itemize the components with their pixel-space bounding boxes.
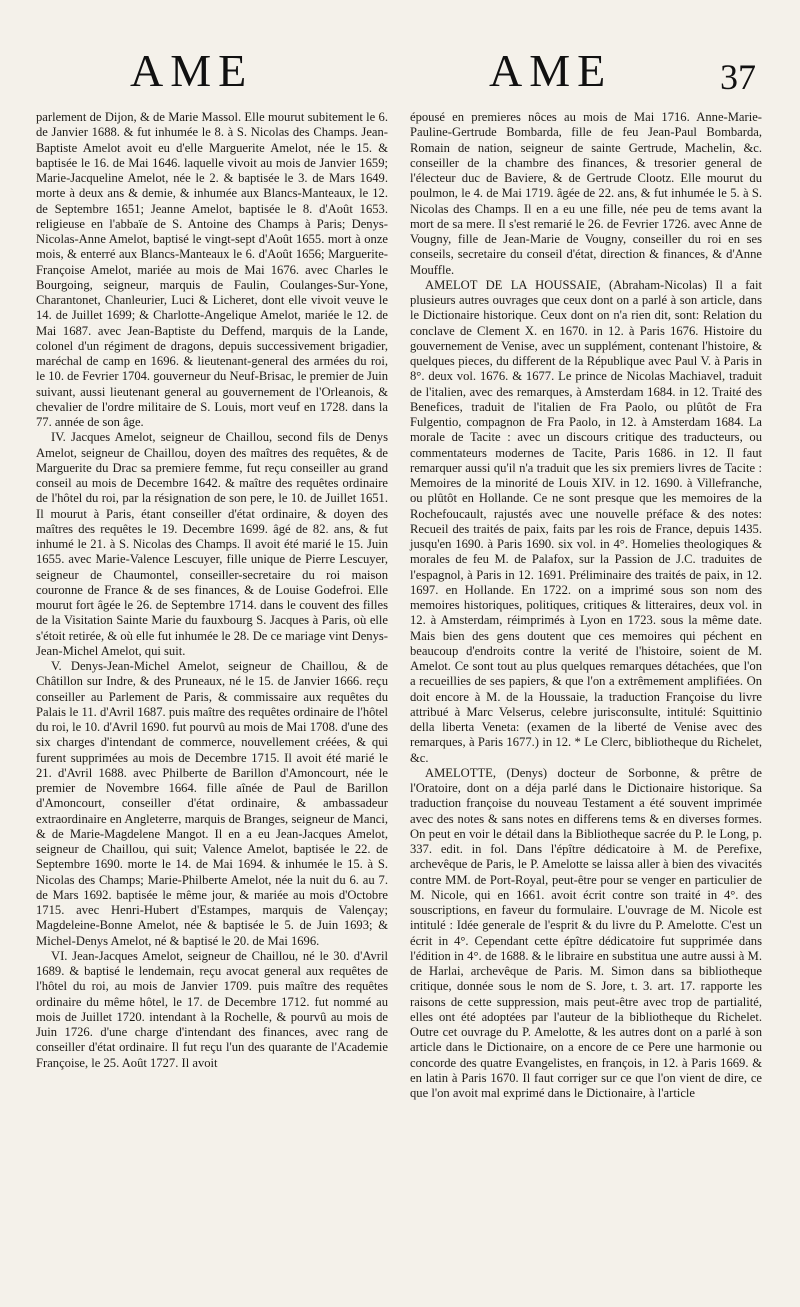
page-header bbox=[58, 44, 760, 110]
right-column bbox=[410, 110, 762, 1101]
paragraph: épousé en premieres nôces au mois de Mai 1716. Anne-Marie-Pauline-Gertrude Bombarda, fille de feu Jean-Paul Bombarda, Romain de nation, seigneur de sainte Gertrude, Machelin, &c. conseiller de la chambre des finances, & tresorier general de l'électeur duc de Baviere, & de Gertrude Clootz. Elle mourut du poulmon, le 4. de Mai 1719. âgée de 22. ans, & fut inhumée le 5. à S. Nicolas des Champs. Il en a eu une fille, née peu de tems avant la mort de sa mere. Il s'est remarié le 26. de Fevrier 1726. avec Anne de Vougny, fille de Jean-Marie de Vougny, conseiller du roi en ses conseils, secretaire du conseil d'état, direction & finances, & d'Anne Mouffle. bbox=[410, 110, 762, 277]
paragraph: AMELOTTE, (Denys) docteur de Sorbonne, & prêtre de l'Oratoire, dont on a déja parlé dans le Dictionaire historique. Sa traduction françoise du nouveau Testament a été souvent imprimée avec des notes & sans notes en differens tems & en diverses formes. On peut en voir le détail dans la Bibliotheque sacrée du P. le Long, p. 337. edit. in fol. Dans l'épître dédicatoire à M. de Perefixe, archevêque de Paris, le P. Amelotte se laissa aller à bien des vivacités contre MM. de Port-Royal, peut-être pour se venger en particulier de M. Nicole, qui en 1661. avoit écrit contre son traité in 4°. des souscriptions, en faveur du formulaire. L'ouvrage de M. Nicole est intitulé : Idée generale de l'esprit & du livre du P. Amelotte. C'est un écrit in 4°. Cependant cette épître dédicatoire fut supprimée dans l'édition in 4°. de 1688. & le libraire en substitua une autre aussi à M. de Harlai, archevêque de Paris. M. Simon dans sa bibliotheque critique, donnée sous le nom de S. Jore, t. 3. art. 17. rapporte les raisons de cette suppression, mais peut-être avec trop de partialité, elles ont été adoptées par l'auteur de la bibliotheque du Richelet. Outre cet ouvrage du P. Amelotte, & les autres dont on a parlé à son article dans le Dictionaire, on a encore de ce Pere une harmonie ou concorde des quatre Evangelistes, en françois, in 12. à Paris 1669. & en latin à Paris 1670. Il faut corriger sur ce que l'on vient de dire, ce que l'on avoit mal exprimé dans le Dictionaire, à l'article bbox=[410, 765, 762, 1100]
paragraph: parlement de Dijon, & de Marie Massol. Elle mourut subitement le 6. de Janvier 1688. & fut inhumée le 8. à S. Nicolas des Champs. Jean-Baptiste Amelot avoit eu d'elle Marguerite Amelot, née le 15. & baptisée le 16. de Mai 1646. laquelle vivoit au mois de Janvier 1659; Marie-Jacqueline Amelot, née le 2. & baptisée le 3. de Mars 1649. morte à deux ans & demie, & inhumée aux Blancs-Manteaux, le 12. de Septembre 1651; Jeanne Amelot, baptisée le 8. d'Août 1653. religieuse en l'abbaïe de S. Antoine des Champs à Paris; Denys-Nicolas-Anne Amelot, baptisé le vingt-sept d'Août 1655. mort à onze mois, & enterré aux Blancs-Manteaux le 6. d'Août 1656; Marguerite-Françoise Amelot, mariée au mois de Mai 1676. avec Charles le Bourgoing, seigneur, marquis de Faulin, Coulanges-Sur-Yone, Charantonet, Chanleurier, Luci & Licheret, dont elle vivoit veuve le 14. de Juillet 1699; & Charlotte-Angelique Amelot, mariée le 12. de Mai 1687. avec Jean-Baptiste du Deffend, marquis de la Lande, colonel d'un régiment de dragons, depuis successivement brigadier, maréchal de camp en 1696. & lieutenant-general des armées du roi, le 10. de Fevrier 1704. gouverneur du Neuf-Brisac, le premier de Juin suivant, aussi lieutenant general au gouvernement de l'Orleanois, & chevalier de l'ordre militaire de S. Louis, mort veuf en 1728. dans la 77. année de son âge. bbox=[36, 110, 388, 429]
paragraph: V. Denys-Jean-Michel Amelot, seigneur de Chaillou, & de Châtillon sur Indre, & des Pruneaux, né le 15. de Janvier 1666. reçu conseiller au Parlement de Paris, & commissaire aux requêtes du Palais le 11. d'Avril 1687. puis maître des requêtes ordinaire de l'hôtel du roi, le 10. d'Avril 1690. fut pourvû au mois de Mai 1708. d'une des six charges d'intendant de commerce, nouvellement créées, & qui furent supprimées au mois de Decembre 1715. Il avoit été marié le 21. d'Avril 1688. avec Philberte de Barillon d'Amoncourt, née le premier de Novembre 1664. fille aînée de Paul de Barillon d'Amoncourt, conseiller d'état ordinaire, & ambassadeur extraordinaire en Angleterre, marquis de Branges, seigneur de Manci, & de Marie-Magdelene Mangot. Il en a eu Jean-Jacques Amelot, seigneur de Chaillou, qui suit; Valence Amelot, baptisée le 22. de Septembre 1690. morte le 14. de Mai 1694. & inhumée le 15. à S. Nicolas des Champs; Marie-Philberte Amelot, née la nuit du 6. au 7. de Mars 1692. baptisée le même jour, & mariée au mois d'Octobre 1715. avec Henri-Hubert d'Estampes, marquis de Valençay; Magdeleine-Bonne Amelot, née & baptisée le 5. de Juin 1693; & Michel-Denys Amelot, né & baptisé le 20. de Mai 1696. bbox=[36, 659, 388, 948]
page-number: 37 bbox=[720, 57, 756, 97]
running-head-right: AME bbox=[489, 45, 613, 96]
paragraph: IV. Jacques Amelot, seigneur de Chaillou, second fils de Denys Amelot, seigneur de Chaillou, doyen des maîtres des requêtes, & de Marguerite du Drac sa premiere femme, fut reçu conseiller au grand conseil au mois de Decembre 1642. & maître des requêtes ordinaire de l'hôtel du roi, par la résignation de son pere, le 10. de Juillet 1651. Il mourut à Paris, étant conseiller d'état ordinaire, & doyen des maîtres des requêtes le 19. Decembre 1699. âgé de 82. ans, & fut inhumé le 21. à S. Nicolas des Champs. Il avoit été marié le 15. Juin 1655. avec Marie-Valence Lescuyer, fille unique de Pierre Lescuyer, seigneur de Chaumontel, conseiller-secretaire du roi maison couronne de France & de ses finances, & de Louise Godefroi. Elle mourut fort âgée le 26. de Septembre 1714. dans le couvent des filles de la Visitation Sainte Marie du fauxbourg S. Jacques à Paris, où elle s'étoit retirée, & où elle fut inhumée le 28. De ce mariage vint Denys-Jean-Michel Amelot, qui suit. bbox=[36, 430, 388, 658]
left-column bbox=[36, 110, 388, 1071]
paragraph: VI. Jean-Jacques Amelot, seigneur de Chaillou, né le 30. d'Avril 1689. & baptisé le lendemain, reçu avocat general aux requêtes de l'hôtel du roi, au mois de Janvier 1709. puis maître des requêtes ordinaire du même hôtel, le 17. de Decembre 1712. fut nommé au mois de Juillet 1720. intendant à la Rochelle, & pourvû au mois de Juin 1726. d'une charge d'intendant des finances, avec rang de conseiller d'état ordinaire. Il fut reçu l'un des quarante de l'Academie Françoise, le 25. Août 1727. Il avoit bbox=[36, 948, 388, 1070]
running-head-left: AME bbox=[130, 45, 254, 96]
paragraph: AMELOT DE LA HOUSSAIE, (Abraham-Nicolas) Il a fait plusieurs autres ouvrages que ceux dont on a parlé à son article, dans le Dictionaire historique. Ceux dont on n'a rien dit, sont: Relation du conclave de Clement X. en 1670. in 12. à Paris 1676. Histoire du gouvernement de Venise, avec un supplément, contenant l'histoire, & quelques pieces, du different de la République avec Paul V. à Paris in 8°. deux vol. 1676. & 1677. Le prince de Nicolas Machiavel, traduit de l'italien, avec des remarques, à Amsterdam 1684. in 12. Traité des Benefices, traduit de l'italien de Fra Paolo, ou plûtôt de Fra Fulgentio, compagnon de Fra Paolo, in 12. à Amsterdam 1684. La morale de Tacite : avec un discours critique des traducteurs, ou commentateurs modernes de Tacite, Paris 1686. in 12. Il faut remarquer aussi qu'il n'a traduit que les six premiers livres de Tacite : Memoires de la minorité de Louis XIV. in 12. 1690. à Villefranche, ou plûtôt en Hollande. Ce ne sont presque que les memoires de la Rochefoucault, rajustés avec une nouvelle préface & des notes: Recueil des traités de paix, faits par les rois de France, depuis 1435. jusqu'en 1690. à Paris 1690. six vol. in 4°. Homelies theologiques & morales de feu M. de Palafox, sur la Passion de J.C. traduites de l'espagnol, à Paris in 12. 1691. Préliminaire des traités de paix, in 12. 1697. en Hollande. En 1722. on a imprimé sous son nom des memoires historiques, politiques, critiques & litteraires, deux vol. in 12. à Amsterdam, réimprimés à Lyon en 1723. sous la même date. Mais bien des gens doutent que ces memoires qui péchent en beaucoup d'endroits contre la verité de l'histoire, soient de M. Amelot. Ce sont tout au plus quelques remarques détachées, que l'on a recueillies de ses papiers, & que l'on a extrêmement amplifiées. On doit encore à M. de la Houssaie, la traduction Françoise du livre attribué à Marc Velserus, celebre jurisconsulte, intitulé: Squittinio della liberta Veneta: (examen de la liberté de Venise avec des remarques, à Paris 1677.) in 12. * Le Clerc, bibliotheque du Richelet, &c. bbox=[410, 277, 762, 765]
